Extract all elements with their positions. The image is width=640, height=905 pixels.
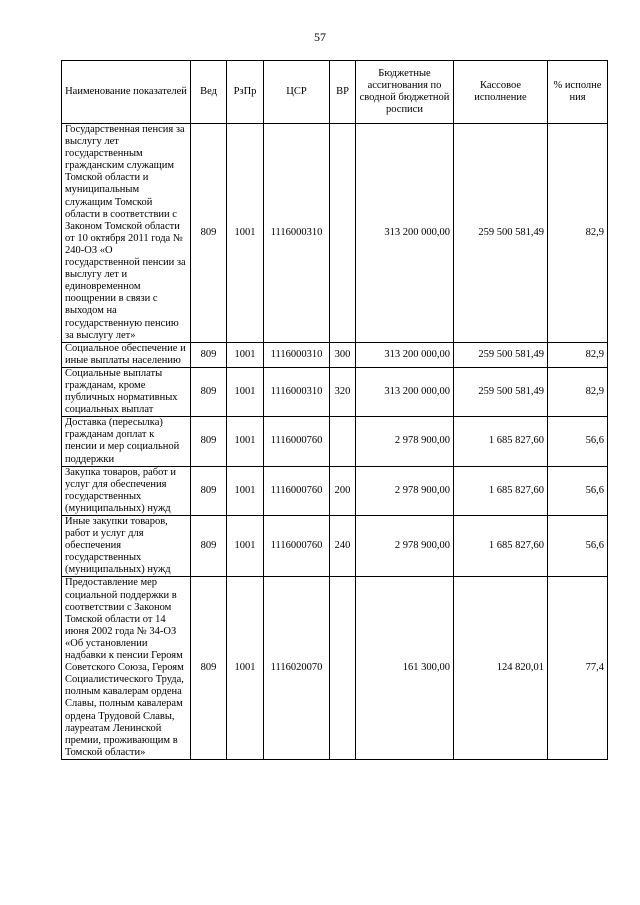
row-name: Иные закупки товаров, работ и услуг для обеспечения государственных (муниципальных) нужд [62,516,191,577]
row-ved: 809 [191,577,227,759]
row-budget: 161 300,00 [356,577,454,759]
header-ved: Вед [191,61,227,124]
row-cash: 259 500 581,49 [454,367,548,416]
header-rzpr: РзПр [227,61,264,124]
row-rzpr: 1001 [227,577,264,759]
header-execution-percent: % исполне ния [548,61,608,124]
row-rzpr: 1001 [227,417,264,466]
row-cash: 259 500 581,49 [454,124,548,343]
row-rzpr: 1001 [227,342,264,367]
row-budget: 313 200 000,00 [356,367,454,416]
row-percent: 56,6 [548,466,608,515]
row-csr: 1116000760 [264,417,330,466]
table-row [62,124,608,343]
row-ved: 809 [191,417,227,466]
row-vr [330,124,356,343]
budget-execution-table [61,60,608,760]
row-csr: 1116000310 [264,342,330,367]
row-csr: 1116020070 [264,577,330,759]
row-rzpr: 1001 [227,516,264,577]
header-indicator-name: Наименование показателей [62,61,191,124]
row-percent: 82,9 [548,124,608,343]
header-vr: ВР [330,61,356,124]
row-vr: 240 [330,516,356,577]
row-name: Социальные выплаты гражданам, кроме публичных нормативных социальных выплат [62,367,191,416]
row-percent: 56,6 [548,417,608,466]
header-cash-execution: Кассовое исполнение [454,61,548,124]
table-row [62,417,608,466]
table-row [62,577,608,759]
row-vr [330,417,356,466]
table-row [62,367,608,416]
row-csr: 1116000760 [264,516,330,577]
row-name: Закупка товаров, работ и услуг для обеспечения государственных (муниципальных) нужд [62,466,191,515]
row-budget: 313 200 000,00 [356,124,454,343]
row-name: Социальное обеспечение и иные выплаты населению [62,342,191,367]
row-csr: 1116000760 [264,466,330,515]
row-cash: 124 820,01 [454,577,548,759]
row-vr [330,577,356,759]
row-percent: 56,6 [548,516,608,577]
row-rzpr: 1001 [227,466,264,515]
row-vr: 200 [330,466,356,515]
row-cash: 1 685 827,60 [454,516,548,577]
row-cash: 1 685 827,60 [454,466,548,515]
table-row [62,516,608,577]
row-cash: 259 500 581,49 [454,342,548,367]
row-ved: 809 [191,466,227,515]
row-vr: 320 [330,367,356,416]
row-name: Государственная пенсия за выслугу лет государственным гражданским служащим Томской области и муниципальным служащим Томской области в соответствии с Законом Томской области от 10 октября 2011 года № 240-ОЗ «О государственной пенсии за выслугу лет и единовременном поощрении в связи с выходом на государственную пенсию за выслугу лет» [62,124,191,343]
table-row [62,342,608,367]
row-csr: 1116000310 [264,124,330,343]
row-cash: 1 685 827,60 [454,417,548,466]
row-ved: 809 [191,124,227,343]
table-row [62,466,608,515]
row-ved: 809 [191,342,227,367]
row-name: Доставка (пересылка) гражданам доплат к пенсии и мер социальной поддержки [62,417,191,466]
row-rzpr: 1001 [227,124,264,343]
row-percent: 77,4 [548,577,608,759]
row-name: Предоставление мер социальной поддержки в соответствии с Законом Томской области от 14 июня 2002 года № 34-ОЗ «Об установлении надбавки к пенсии Героям Советского Союза, Героям Социалистического Труда, полным кавалерам ордена Славы, полным кавалерам ордена Трудовой Славы, лауреатам Ленинской премии, проживающим в Томской области» [62,577,191,759]
header-csr: ЦСР [264,61,330,124]
row-vr: 300 [330,342,356,367]
table-header-row [62,61,608,124]
row-budget: 2 978 900,00 [356,417,454,466]
row-budget: 2 978 900,00 [356,516,454,577]
row-percent: 82,9 [548,367,608,416]
page-number: 57 [314,30,326,44]
row-rzpr: 1001 [227,367,264,416]
header-budget-allocations: Бюджетные ассигнования по сводной бюджетной росписи [356,61,454,124]
row-ved: 809 [191,367,227,416]
row-percent: 82,9 [548,342,608,367]
row-ved: 809 [191,516,227,577]
row-budget: 313 200 000,00 [356,342,454,367]
row-budget: 2 978 900,00 [356,466,454,515]
row-csr: 1116000310 [264,367,330,416]
